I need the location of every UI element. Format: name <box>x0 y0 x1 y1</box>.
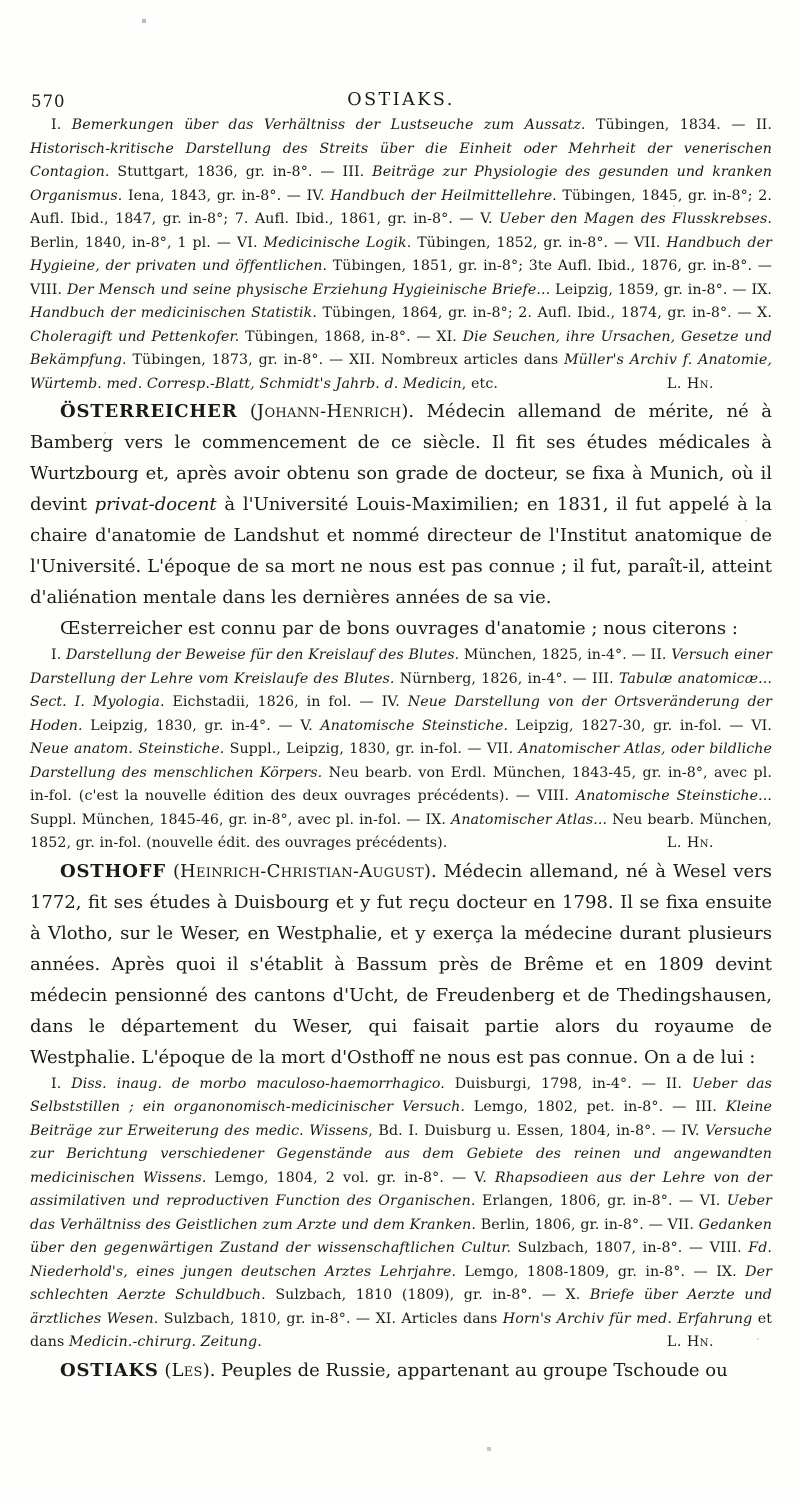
work-title: Handbuch der Heilmittellehre. <box>330 187 557 204</box>
work-title: Historisch-kritische Darstellung des Streits über die Einheit oder Mehrheit der venerischen Contagion. <box>30 140 772 180</box>
work-title: Der schlechten Aerzte Schuldbuch. <box>30 1263 772 1303</box>
text-run: Sulzbach, 1810 (1809), gr. in-8°. — X. <box>265 1287 590 1303</box>
entry-headword: OSTHOFF <box>60 860 166 882</box>
text-run: ). Peuples de Russie, appartenant au groupe Tschoude ou <box>202 1359 728 1381</box>
text-run: Tübingen, 1864, gr. in-8°; 2. Aufl. Ibid., 1874, gr. in-8°. — X. <box>316 305 772 321</box>
text-run: ( <box>165 860 180 882</box>
work-title: Rhapsodieen aus der Lehre von der assimilativen und reproductiven Function des Organischen. <box>30 1169 772 1209</box>
work-title: Anatomischer Atlas... <box>450 811 608 828</box>
text-run: Lemgo, 1802, pet. in-8°. — III. <box>464 1099 726 1115</box>
text-run: Sulzbach, 1807, in-8°. — VIII. <box>511 1240 749 1256</box>
work-title: Anatomische Steinstiche... <box>575 788 772 804</box>
work-title: Gedanken über den gegenwärtigen Zustand der wissenschaftlichen Cultur. <box>30 1216 773 1256</box>
text-run: I. <box>51 1075 72 1092</box>
text-run: à l'Université Louis-Maximilien; en 1831, il fut appelé à la chaire d'anatomie de Landshut et nommé directeur de l'Institut anatomique de l'Université. L'époque de sa mort ne nous est pas connue ; il fut, paraît-il, atteint d'aliénation mentale dans les dernières années de sa vie. <box>30 494 772 608</box>
biblio-continuation-oesterlen <box>30 114 772 396</box>
text-run: I. <box>51 117 72 133</box>
person-name-smallcaps: Heinrich-Christian-August <box>179 860 424 882</box>
text-run: Tübingen, 1868, in-8°. — XI. <box>239 328 463 345</box>
text-run: Lemgo, 1804, 2 vol. gr. in-8°. — V. <box>206 1169 495 1186</box>
entry-headword: ÖSTERREICHER <box>60 401 238 422</box>
work-title: Ueber das Selbststillen ; ein organonomisch-medicinischer Versuch. <box>30 1075 772 1115</box>
work-title: Beiträge zur Physiologie des gesunden und kranken Organismus. <box>30 164 772 204</box>
text-run: Duisburgi, 1798, in-4°. — II. <box>444 1075 692 1092</box>
text-run: Tübingen, 1852, gr. in-8°. — VII. <box>411 234 667 251</box>
work-title: Neue anatom. Steinstiche. <box>30 741 225 757</box>
text-run: et dans <box>30 1310 773 1350</box>
work-title: Versuche zur Berichtung verschiedener Gegenstände aus dem Gebiete des reinen und angewandten medicinischen Wissens. <box>30 1122 772 1186</box>
work-title: Versuch einer Darstellung der Lehre vom Kreislaufe des Blutes. <box>30 647 772 687</box>
author-signature: L. Hn. <box>666 375 714 392</box>
text-run: Tübingen, 1845, gr. in-8°; 2. Aufl. Ibid., 1847, gr. in-8°; 7. Aufl. Ibid., 1861, gr. in-8°. — V. <box>30 187 772 227</box>
scan-noise-specks <box>0 0 2 2</box>
entry-osterreicher-paragraph-1 <box>30 396 772 613</box>
work-title: Handbuch der medicinischen Statistik. <box>30 305 317 321</box>
biblio-osthoff <box>30 1073 772 1355</box>
text-run: Erlangen, 1806, gr. in-8°. — VI. <box>475 1193 727 1209</box>
work-title: Choleragift und Pettenkofer. <box>30 328 240 345</box>
text-run: Stuttgart, 1836, gr. in-8°. — III. <box>109 164 373 180</box>
work-title: Darstellung der Beweise für den Kreislauf des Blutes. <box>66 647 460 663</box>
page-body <box>30 114 772 1386</box>
work-title: Anatomischer Atlas, oder bildliche Darstellung des menschlichen Körpers. <box>30 741 773 781</box>
author-signature: L. Hn. <box>666 835 714 851</box>
text-run: Leipzig, 1830, gr. in-4°. — V. <box>82 717 321 734</box>
work-title: Die Seuchen, ihre Ursachen, Gesetze und Bekämpfung. <box>30 328 772 368</box>
text-run: I. <box>51 647 67 663</box>
work-title: Medicin.-chirurg. Zeitung. <box>68 1334 262 1350</box>
work-title: Müller's Archiv f. Anatomie, Würtemb. med. Corresp.-Blatt, Schmidt's Jahrb. d. Medicin <box>30 352 772 392</box>
work-title: Horn's Archiv für med. Erfahrung <box>502 1310 753 1327</box>
text-run: Leipzig, 1859, gr. in-8°. — IX. <box>550 281 772 298</box>
work-title: Ueber das Verhältniss des Geistlichen zum Arzte und dem Kranken. <box>30 1193 772 1233</box>
text-run: Tübingen, 1834. — II. <box>585 117 772 133</box>
text-run: Tübingen, 1851, gr. in-8°; 3te Aufl. Ibid., 1876, gr. in-8°. — VIII. <box>30 258 772 298</box>
text-run: ( <box>158 1359 172 1381</box>
work-title: Fd. Niederhold's, eines jungen deutschen Arztes Lehrjahre. <box>30 1240 772 1280</box>
work-title: Briefe über Aerzte und ärztliches Wesen. <box>30 1287 772 1327</box>
text-run: Lemgo, 1808-1809, gr. in-8°. — IX. <box>456 1263 746 1280</box>
work-title: Ueber den Magen des Flusskrebses. <box>499 211 772 227</box>
work-title: Handbuch der Hygieine, der privaten und öffentlichen. <box>30 234 772 274</box>
work-title: Anatomische Steinstiche. <box>320 717 509 734</box>
entry-osthoff-paragraph <box>30 856 772 1073</box>
text-run: Sulzbach, 1810, gr. in-8°. — XI. Articles dans <box>158 1310 503 1327</box>
text-run: Suppl., Leipzig, 1830, gr. in-fol. — VII. <box>224 741 519 757</box>
entry-osterreicher-paragraph-2 <box>30 613 772 644</box>
author-signature: L. Hn. <box>666 1334 714 1350</box>
person-name-smallcaps: Les <box>171 1359 203 1381</box>
work-title: Bemerkungen über das Verhältniss der Lustseuche zum Aussatz. <box>71 117 586 133</box>
text-run: Neu bearb. von Erdl. München, 1843-45, gr. in-8°, avec pl. in-fol. (c'est la nouvelle édition des deux ouvrages précédents). — VIII. <box>30 764 772 804</box>
text-run: Leipzig, 1827-30, gr. in-fol. — VI. <box>508 717 772 734</box>
text-run: Nürnberg, 1826, in-4°. — III. <box>394 670 619 687</box>
work-title: privat-docent <box>94 494 217 515</box>
text-run: Neu bearb. München, 1852, gr. in-fol. (nouvelle édit. des ouvrages précédents). <box>30 811 772 851</box>
text-run: Tübingen, 1873, gr. in-8°. — XII. Nombreux articles dans <box>126 352 565 368</box>
work-title: Medicinische Logik. <box>263 234 412 251</box>
work-title: Neue Darstellung von der Ortsveränderung der Hoden. <box>30 694 773 734</box>
biblio-osterreicher <box>30 644 772 856</box>
text-run: Suppl. München, 1845-46, gr. in-8°, avec pl. in-fol. — IX. <box>30 811 451 828</box>
text-run: Eichstadii, 1826, in fol. — IV. <box>164 694 408 710</box>
text-run: Berlin, 1840, in-8°, 1 pl. — VI. <box>30 234 264 251</box>
text-run: Œsterreicher est connu par de bons ouvrages d'anatomie ; nous citerons : <box>60 618 738 639</box>
text-run: ( <box>237 401 257 422</box>
work-title: Kleine Beiträge zur Erweiterung des medic. Wissens <box>30 1099 772 1139</box>
text-run: Iena, 1843, gr. in-8°. — IV. <box>122 187 331 204</box>
page-number: 570 <box>31 92 66 111</box>
text-run: München, 1825, in-4°. — II. <box>459 647 672 663</box>
work-title: Der Mensch und seine physische Erziehung Hygieinische Briefe... <box>66 281 551 298</box>
running-title: OSTIAKS. <box>347 90 455 110</box>
page-header <box>30 90 772 114</box>
entry-ostiaks-paragraph <box>30 1355 772 1386</box>
work-title: Diss. inaug. de morbo maculoso-haemorrhagico. <box>71 1075 445 1092</box>
text-run: Berlin, 1806, gr. in-8°. — VII. <box>476 1216 699 1233</box>
entry-headword: OSTIAKS <box>60 1359 159 1381</box>
text-run: , Bd. I. Duisburg u. Essen, 1804, in-8°. — IV. <box>368 1122 706 1139</box>
text-run: ). Médecin allemand de mérite, né à Bamberg vers le commencement de ce siècle. Il fit ses études médicales à Wurtzbourg et, après avoir obtenu son grade de docteur, se fixa à Munich, où il devint <box>30 401 772 515</box>
text-run: , etc. <box>461 375 498 392</box>
person-name-smallcaps: Johann-Henrich <box>256 401 402 422</box>
text-run: ). Médecin allemand, né à Wesel vers 1772, fit ses études à Duisbourg et y fut reçu docteur en 1798. Il se fixa ensuite à Vlotho, sur le Weser, en Westphalie, et y exerça la médecine durant plusieurs années. Après quoi il s'établit à Bassum près de Brême et en 1809 devint médecin pensionné des cantons d'Ucht, de Freudenberg et de Thedingshausen, dans le département du Weser, qui faisait partie alors du royaume de Westphalie. L'époque de la mort d'Osthoff ne nous est pas connue. On a de lui : <box>30 860 772 1068</box>
work-title: Tabulæ anatomicæ... Sect. I. Myologia. <box>30 670 772 710</box>
